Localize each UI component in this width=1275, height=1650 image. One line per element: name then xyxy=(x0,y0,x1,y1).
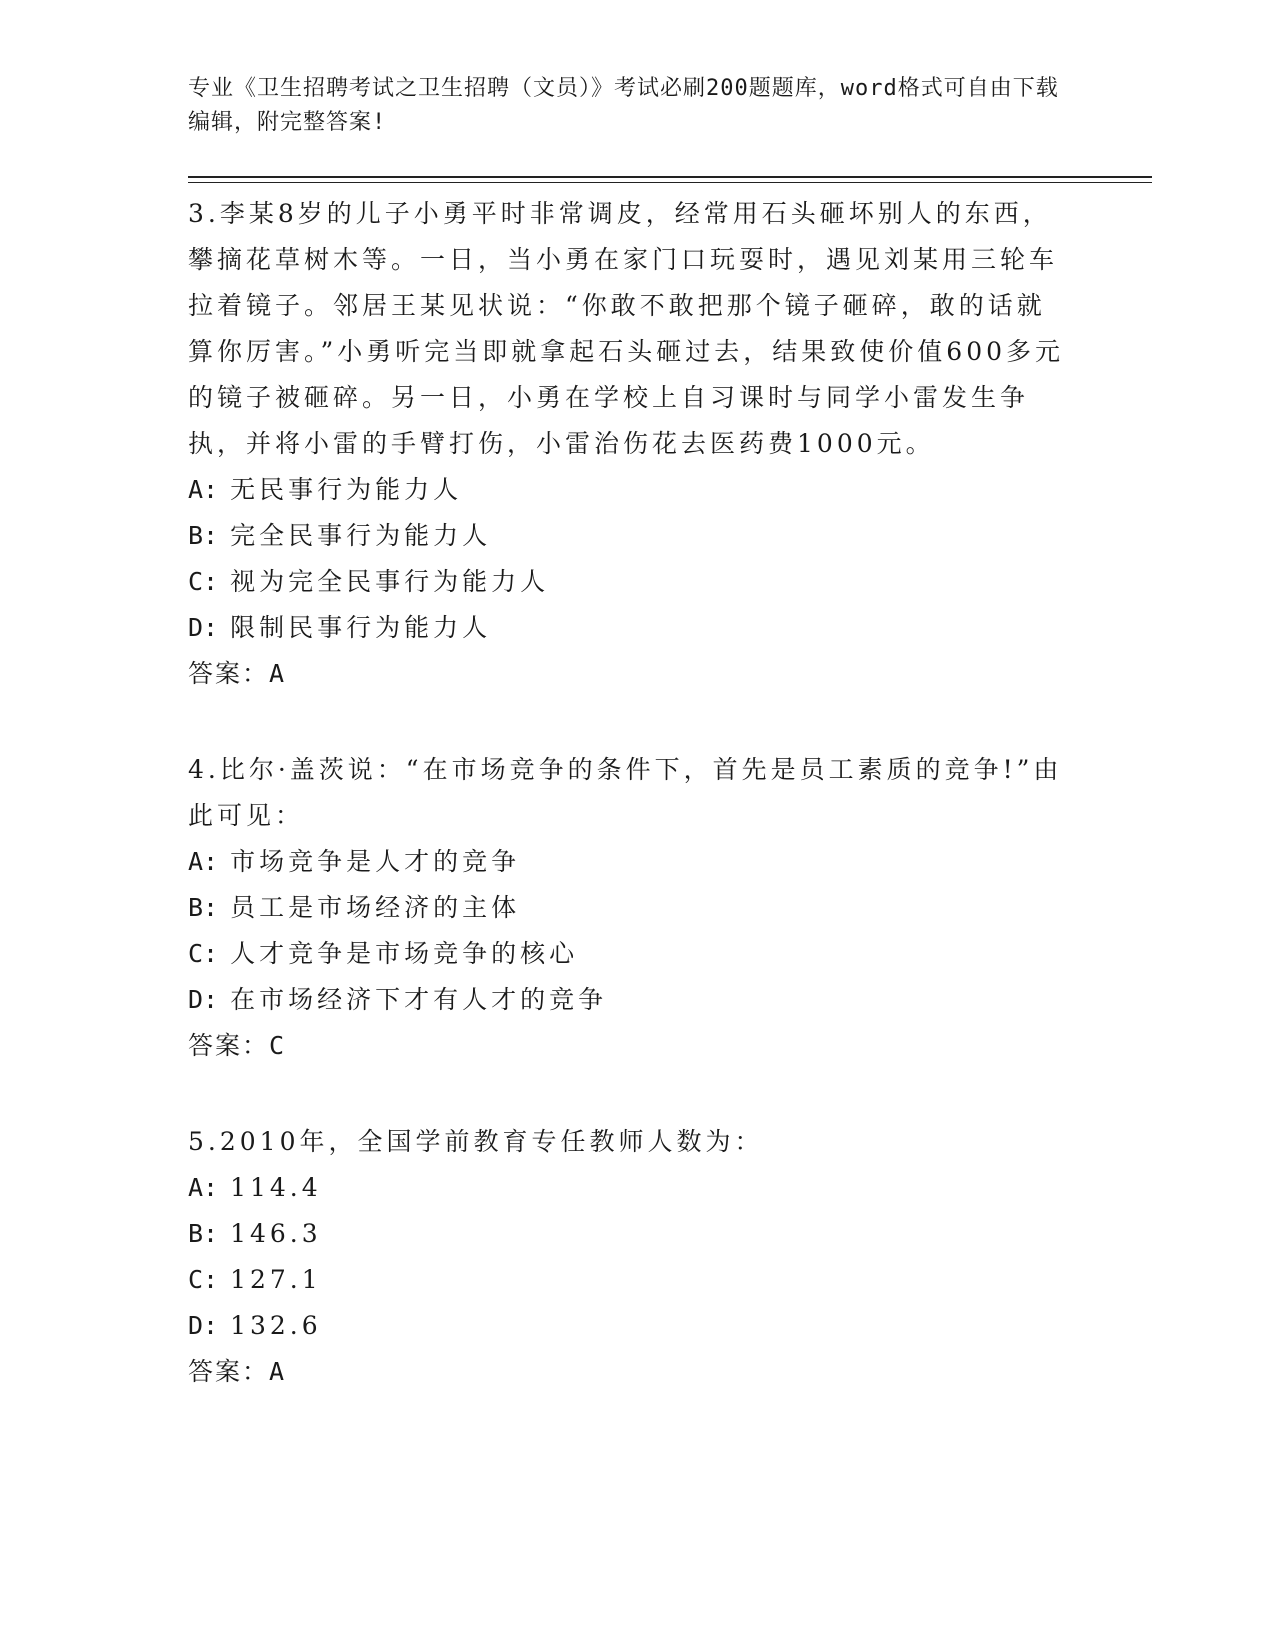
option-text: 在市场经济下才有人才的竞争 xyxy=(230,985,608,1014)
option-text: 146.3 xyxy=(230,1219,322,1248)
option-text: 视为完全民事行为能力人 xyxy=(230,567,550,596)
option-d xyxy=(188,977,1068,1023)
option-letter: C: xyxy=(188,1265,219,1294)
header-divider-thick xyxy=(188,176,1152,178)
answer-value: A xyxy=(269,659,287,688)
option-c xyxy=(188,1257,1068,1303)
option-b xyxy=(188,885,1068,931)
option-letter: B: xyxy=(188,893,219,922)
question-item xyxy=(188,1119,1068,1395)
answer-line xyxy=(188,651,1068,697)
question-stem: 3.李某8岁的儿子小勇平时非常调皮，经常用石头砸坏别人的东西，攀摘花草树木等。一日，当小勇在家门口玩耍时，遇见刘某用三轮车拉着镜子。邻居王某见状说：“你敢不敢把那个镜子砸碎，敢的话就算你厉害。”小勇听完当即就拿起石头砸过去，结果致使价值600多元的镜子被砸碎。另一日，小勇在学校上自习课时与同学小雷发生争执，并将小雷的手臂打伤，小雷治伤花去医药费1000元。 xyxy=(188,199,1065,458)
option-letter: D: xyxy=(188,1311,219,1340)
option-letter: C: xyxy=(188,567,219,596)
answer-value: C xyxy=(269,1031,287,1060)
answer-label: 答案： xyxy=(188,1357,270,1386)
document-header: 专业《卫生招聘考试之卫生招聘（文员）》考试必刷200题题库，word格式可自由下载编辑，附完整答案! xyxy=(188,76,1059,135)
option-letter: B: xyxy=(188,1219,219,1248)
answer-value: A xyxy=(269,1357,287,1386)
option-text: 完全民事行为能力人 xyxy=(230,521,492,550)
header-divider-thin xyxy=(188,182,1152,183)
option-letter: A: xyxy=(188,1173,219,1202)
option-letter: A: xyxy=(188,847,219,876)
option-d xyxy=(188,1303,1068,1349)
option-d xyxy=(188,605,1068,651)
option-letter: C: xyxy=(188,939,219,968)
option-text: 132.6 xyxy=(230,1311,322,1340)
answer-label: 答案： xyxy=(188,659,270,688)
question-list xyxy=(188,191,1068,1445)
question-item xyxy=(188,191,1068,697)
option-letter: D: xyxy=(188,613,219,642)
option-text: 人才竞争是市场竞争的核心 xyxy=(230,939,579,968)
question-stem: 5.2010年，全国学前教育专任教师人数为： xyxy=(188,1127,764,1156)
answer-line xyxy=(188,1023,1068,1069)
option-text: 无民事行为能力人 xyxy=(230,475,463,504)
option-text: 127.1 xyxy=(230,1265,322,1294)
option-text: 市场竞争是人才的竞争 xyxy=(230,847,521,876)
option-text: 限制民事行为能力人 xyxy=(230,613,492,642)
answer-line xyxy=(188,1349,1068,1395)
option-letter: A: xyxy=(188,475,219,504)
option-b xyxy=(188,513,1068,559)
option-c xyxy=(188,931,1068,977)
option-a xyxy=(188,467,1068,513)
question-stem: 4.比尔·盖茨说：“在市场竞争的条件下，首先是员工素质的竞争!”由此可见： xyxy=(188,755,1063,830)
option-c xyxy=(188,559,1068,605)
option-text: 114.4 xyxy=(230,1173,322,1202)
option-letter: D: xyxy=(188,985,219,1014)
question-item xyxy=(188,747,1068,1069)
option-a xyxy=(188,1165,1068,1211)
option-letter: B: xyxy=(188,521,219,550)
option-a xyxy=(188,839,1068,885)
answer-label: 答案： xyxy=(188,1031,270,1060)
option-b xyxy=(188,1211,1068,1257)
option-text: 员工是市场经济的主体 xyxy=(230,893,521,922)
